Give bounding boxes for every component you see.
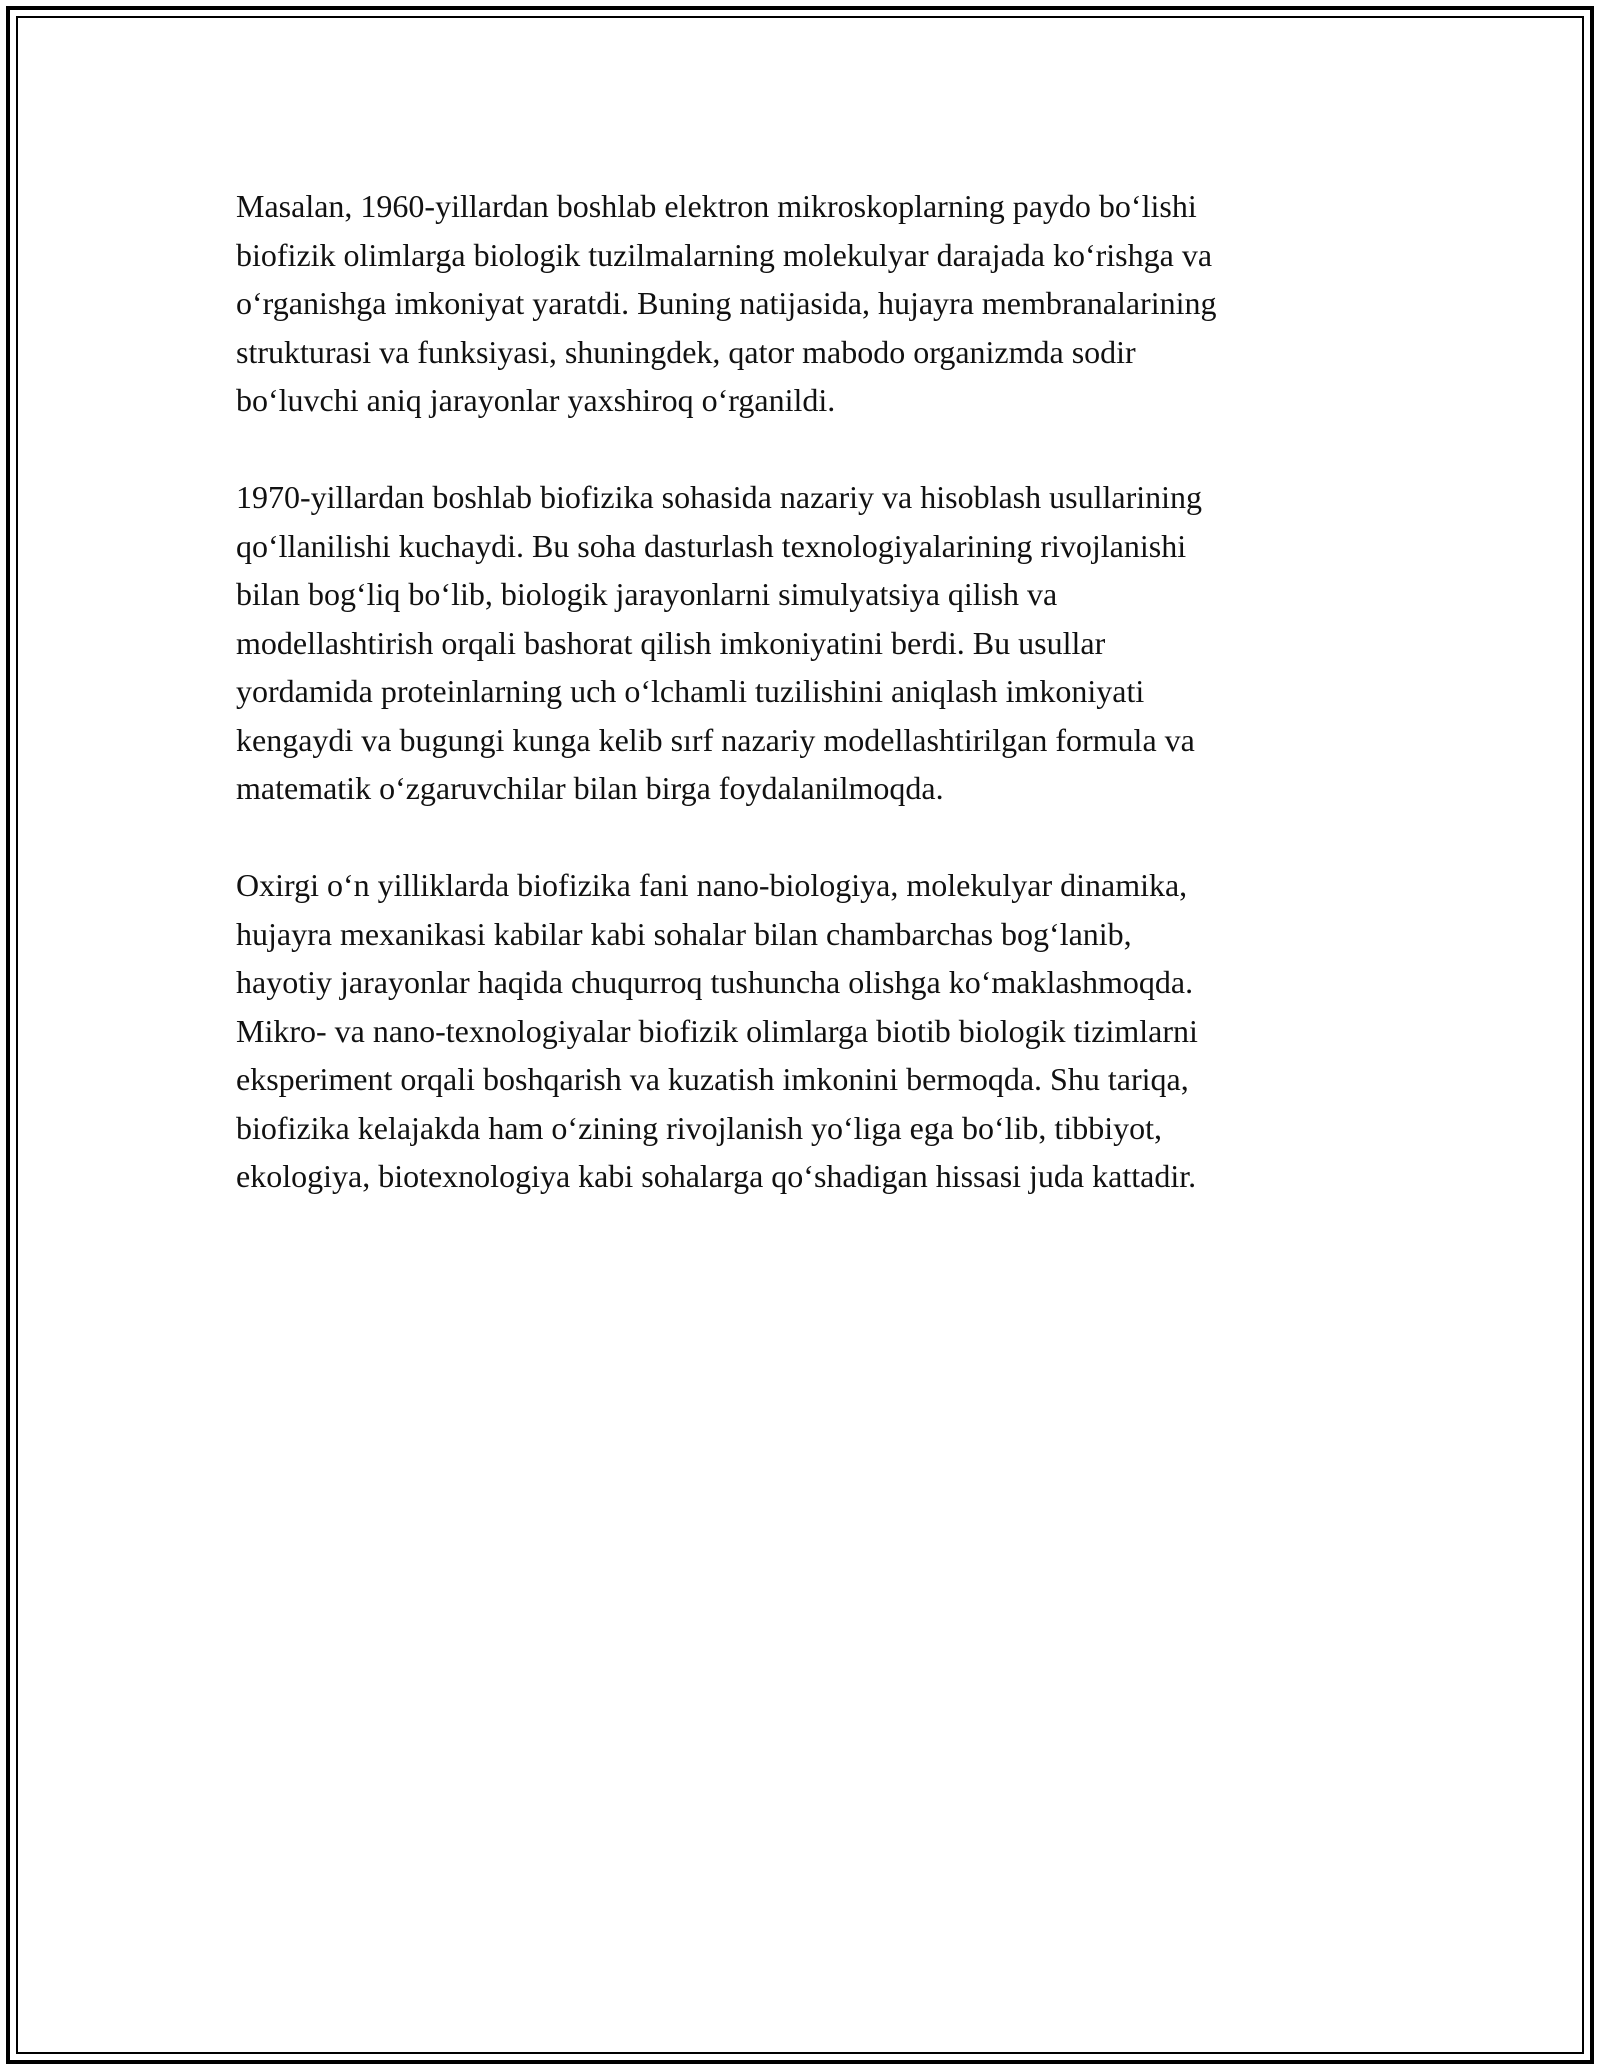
document-body — [236, 182, 1396, 1249]
paragraph-computational-methods: 1970-yillardan boshlab biofizika sohasida nazariy va hisoblash usullarining qo‘llanilishi kuchaydi. Bu soha dasturlash texnologiyalarining rivojlanishi bilan bog‘liq bo‘lib, biologik jarayonlarni simulyatsiya qilish va modellashtirish orqali bashorat qilish imkoniyatini berdi. Bu usullar yordamida proteinlarning uch o‘lchamli tuzilishini aniqlash imkoniyati kengaydi va bugungi kunga kelib sırf nazariy modellashtirilgan formula va matematik o‘zgaruvchilar bilan birga foydalanilmoqda. — [236, 479, 1202, 806]
paragraph-recent-decades: Oxirgi o‘n yilliklarda biofizika fani nano-biologiya, molekulyar dinamika, hujayra mexanikasi kabilar kabi sohalar bilan chambarchas bog‘lanib, hayotiy jarayonlar haqida chuqurroq tushuncha olishga ko‘maklashmoqda. Mikro- va nano-texnologiyalar biofizik olimlarga biotib biologik tizimlarni eksperiment orqali boshqarish va kuzatish imkonini bermoqda. Shu tariqa, biofizika kelajakda ham o‘zining rivojlanish yo‘liga ega bo‘lib, tibbiyot, ekologiya, biotexnologiya kabi sohalarga qo‘shadigan hissasi juda kattadir. — [236, 867, 1198, 1194]
paragraph-electron-microscopy: Masalan, 1960-yillardan boshlab elektron mikroskoplarning paydo bo‘lishi biofizik olimlarga biologik tuzilmalarning molekulyar darajada ko‘rishga va o‘rganishga imkoniyat yaratdi. Buning natijasida, hujayra membranalarining strukturasi va funksiyasi, shuningdek, qator mabodo organizmda sodir bo‘luvchi aniq jarayonlar yaxshiroq o‘rganildi. — [236, 188, 1217, 418]
